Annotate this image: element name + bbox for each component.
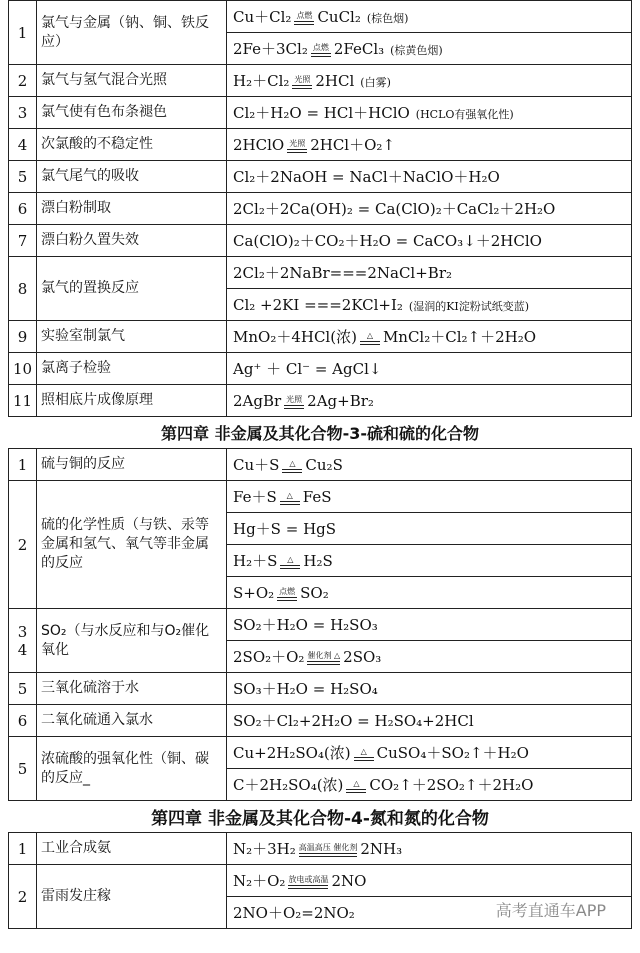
row-number: 5 bbox=[9, 673, 37, 705]
reaction-condition: △ bbox=[360, 331, 380, 345]
reaction-condition: 光照 bbox=[287, 139, 307, 153]
reaction-topic: 氯气与氢气混合光照 bbox=[37, 65, 227, 97]
equation-row bbox=[9, 705, 632, 737]
equation-row bbox=[9, 65, 632, 97]
equation-row bbox=[9, 321, 632, 353]
equation-note: (棕黄色烟) bbox=[390, 44, 443, 57]
equation-row bbox=[9, 833, 632, 865]
equation-row bbox=[9, 449, 632, 481]
equation-row bbox=[9, 481, 632, 513]
equation-right: CO₂↑＋2SO₂↑＋2H₂O bbox=[369, 776, 534, 794]
reaction-topic: 次氯酸的不稳定性 bbox=[37, 129, 227, 161]
equation-note: (湿润的KI淀粉试纸变蓝) bbox=[408, 299, 530, 313]
equation-left: Cu＋Cl₂ bbox=[233, 8, 292, 26]
row-number: 2 bbox=[9, 481, 37, 609]
equation-right: 2Ag+Br₂ bbox=[307, 391, 374, 410]
equation-cell bbox=[227, 865, 632, 897]
equation-cell bbox=[227, 193, 632, 225]
row-number: 2 bbox=[9, 865, 37, 929]
equation-table bbox=[8, 0, 632, 929]
reaction-topic: 硫与铜的反应 bbox=[37, 449, 227, 481]
equation-cell bbox=[227, 321, 632, 353]
equation-cell bbox=[227, 833, 632, 865]
equation-cell bbox=[227, 545, 632, 577]
equation-left: 2Fe＋3Cl₂ bbox=[233, 40, 308, 58]
reaction-topic: 硫的化学性质（与铁、汞等金属和氢气、氧气等非金属的反应 bbox=[37, 481, 227, 609]
equation-left: 2SO₂＋O₂ bbox=[233, 648, 305, 666]
row-number: 1 bbox=[9, 1, 37, 65]
equation-right: 2HCl＋O₂↑ bbox=[310, 136, 395, 154]
equation-cell bbox=[227, 577, 632, 609]
equation-row bbox=[9, 129, 632, 161]
equation-row bbox=[9, 353, 632, 385]
equation-left: N₂＋O₂ bbox=[233, 872, 286, 890]
equation-left: 2HClO bbox=[233, 136, 285, 154]
reaction-topic: 漂白粉久置失效 bbox=[37, 225, 227, 257]
reaction-topic: 氯气尾气的吸收 bbox=[37, 161, 227, 193]
sulfur-section bbox=[9, 449, 632, 801]
row-number: 6 bbox=[9, 193, 37, 225]
equation-note: (HCLO有强氧化性) bbox=[415, 108, 514, 121]
equation-row bbox=[9, 737, 632, 769]
equation-cell bbox=[227, 65, 632, 97]
reaction-topic: 实验室制氯气 bbox=[37, 321, 227, 353]
reaction-condition: △ bbox=[282, 459, 302, 473]
equation-row bbox=[9, 609, 632, 641]
reaction-condition: 高温高压 催化剂 bbox=[299, 843, 358, 857]
equation-left: S+O₂ bbox=[233, 583, 275, 602]
reaction-condition: 光照 bbox=[284, 395, 304, 409]
reaction-topic: 照相底片成像原理 bbox=[37, 385, 227, 417]
equation-cell bbox=[227, 161, 632, 193]
reaction-topic: 氯离子检验 bbox=[37, 353, 227, 385]
section-title-sulfur: 第四章 非金属及其化合物-3-硫和硫的化合物 bbox=[9, 417, 632, 449]
reaction-condition: 点燃 bbox=[311, 43, 331, 57]
equation-cell bbox=[227, 257, 632, 289]
section-header-nitrogen bbox=[9, 801, 632, 833]
equation-left: N₂＋3H₂ bbox=[233, 840, 296, 858]
equation-note: (白雾) bbox=[360, 76, 391, 89]
reaction-condition: 催化剂 △ bbox=[307, 651, 340, 665]
row-number: 10 bbox=[9, 353, 37, 385]
equation-cell bbox=[227, 33, 632, 65]
row-number: 11 bbox=[9, 385, 37, 417]
reaction-topic: 漂白粉制取 bbox=[37, 193, 227, 225]
equation-row bbox=[9, 97, 632, 129]
equation-right: CuCl₂ bbox=[317, 8, 361, 26]
equation-left: 2Cl₂＋2Ca(OH)₂ = Ca(ClO)₂＋CaCl₂＋2H₂O bbox=[233, 200, 556, 218]
reaction-condition: 点燃 bbox=[294, 11, 314, 25]
equation-right: 2HCl bbox=[315, 72, 355, 90]
section-title-nitrogen: 第四章 非金属及其化合物-4-氮和氮的化合物 bbox=[9, 801, 632, 833]
equation-cell bbox=[227, 289, 632, 321]
equation-cell bbox=[227, 513, 632, 545]
equation-right: CuSO₄＋SO₂↑＋H₂O bbox=[376, 744, 529, 762]
row-number: 3 bbox=[9, 97, 37, 129]
reaction-topic: 氯气的置换反应 bbox=[37, 257, 227, 321]
row-number: 6 bbox=[9, 705, 37, 737]
section-header-sulfur bbox=[9, 417, 632, 449]
equation-cell bbox=[227, 449, 632, 481]
reaction-topic: 氯气与金属（钠、铜、铁反应） bbox=[37, 1, 227, 65]
equation-cell bbox=[227, 225, 632, 257]
equation-left: 2NO＋O₂=2NO₂ bbox=[233, 904, 355, 922]
equation-row bbox=[9, 193, 632, 225]
reaction-condition: 点燃 bbox=[277, 587, 297, 601]
equation-left: Fe＋S bbox=[233, 488, 277, 506]
equation-left: H₂＋S bbox=[233, 552, 278, 570]
row-number: 9 bbox=[9, 321, 37, 353]
equation-cell bbox=[227, 609, 632, 641]
equation-right: 2NH₃ bbox=[360, 840, 403, 858]
row-number: 3 4 bbox=[9, 609, 37, 673]
equation-cell bbox=[227, 385, 632, 417]
reaction-topic: 氯气使有色布条褪色 bbox=[37, 97, 227, 129]
equation-cell bbox=[227, 769, 632, 801]
equation-left: Cu＋S bbox=[233, 456, 280, 474]
row-number: 8 bbox=[9, 257, 37, 321]
row-number: 2 bbox=[9, 65, 37, 97]
equation-cell bbox=[227, 641, 632, 673]
equation-cell bbox=[227, 705, 632, 737]
equation-row bbox=[9, 673, 632, 705]
equation-left: Cl₂＋2NaOH = NaCl＋NaClO＋H₂O bbox=[233, 168, 500, 186]
reaction-topic: 浓硫酸的强氧化性（铜、碳的反应_ bbox=[37, 737, 227, 801]
equation-left: Hg＋S = HgS bbox=[233, 520, 337, 538]
equation-row bbox=[9, 161, 632, 193]
reaction-condition: △ bbox=[354, 747, 374, 761]
equation-left: SO₃＋H₂O = H₂SO₄ bbox=[233, 680, 378, 698]
row-number: 1 bbox=[9, 449, 37, 481]
equation-row bbox=[9, 865, 632, 897]
reaction-condition: △ bbox=[346, 779, 366, 793]
equation-cell bbox=[227, 97, 632, 129]
equation-row bbox=[9, 257, 632, 289]
equation-right: 2FeCl₃ bbox=[333, 40, 385, 58]
equation-left: MnO₂＋4HCl(浓) bbox=[233, 328, 357, 346]
equation-left: Ag⁺ ＋ Cl⁻ = AgCl↓ bbox=[233, 360, 382, 378]
equation-left: SO₂＋Cl₂+2H₂O = H₂SO₄+2HCl bbox=[233, 712, 474, 730]
equation-cell bbox=[227, 129, 632, 161]
reaction-topic: 工业合成氨 bbox=[37, 833, 227, 865]
row-number: 4 bbox=[9, 129, 37, 161]
equation-cell bbox=[227, 353, 632, 385]
reaction-condition: 放电或高温 bbox=[288, 875, 328, 889]
equation-left: H₂＋Cl₂ bbox=[233, 72, 290, 90]
equation-cell bbox=[227, 481, 632, 513]
reaction-topic: SO₂（与水反应和与O₂催化氧化 bbox=[37, 609, 227, 673]
equation-left: 2AgBr bbox=[233, 391, 282, 410]
equation-row bbox=[9, 225, 632, 257]
equation-left: Ca(ClO)₂＋CO₂＋H₂O = CaCO₃↓＋2HClO bbox=[233, 232, 542, 250]
equation-right: FeS bbox=[302, 488, 332, 506]
row-number: 1 bbox=[9, 833, 37, 865]
watermark: 高考直通车APP bbox=[495, 901, 606, 920]
equation-right: 2NO bbox=[331, 872, 367, 890]
equation-cell bbox=[227, 1, 632, 33]
row-number: 7 bbox=[9, 225, 37, 257]
equation-row bbox=[9, 385, 632, 417]
reaction-condition: △ bbox=[280, 491, 300, 505]
row-number: 5 bbox=[9, 737, 37, 801]
equation-right: SO₂ bbox=[300, 583, 329, 602]
reaction-topic: 雷雨发庄稼 bbox=[37, 865, 227, 929]
reaction-condition: △ bbox=[280, 555, 300, 569]
equation-cell bbox=[227, 673, 632, 705]
reaction-condition: 光照 bbox=[292, 75, 312, 89]
equation-left: 2Cl₂＋2NaBr===2NaCl+Br₂ bbox=[233, 264, 453, 282]
equation-right: 2SO₃ bbox=[343, 648, 382, 666]
equation-left: Cl₂ +2KI ===2KCl+I₂ bbox=[233, 295, 403, 314]
equation-row bbox=[9, 1, 632, 33]
equation-left: Cu+2H₂SO₄(浓) bbox=[233, 744, 351, 762]
reaction-topic: 二氧化硫通入氯水 bbox=[37, 705, 227, 737]
equation-cell bbox=[227, 737, 632, 769]
equation-note: (棕色烟) bbox=[366, 12, 409, 25]
equation-right: H₂S bbox=[303, 552, 333, 570]
equation-left: Cl₂＋H₂O = HCl＋HClO bbox=[233, 104, 410, 122]
chlorine-section bbox=[9, 1, 632, 417]
equation-left: C＋2H₂SO₄(浓) bbox=[233, 776, 344, 794]
row-number: 5 bbox=[9, 161, 37, 193]
equation-right: MnCl₂＋Cl₂↑＋2H₂O bbox=[382, 328, 537, 346]
equation-right: Cu₂S bbox=[305, 456, 343, 474]
reaction-topic: 三氧化硫溶于水 bbox=[37, 673, 227, 705]
equation-left: SO₂＋H₂O = H₂SO₃ bbox=[233, 616, 378, 634]
